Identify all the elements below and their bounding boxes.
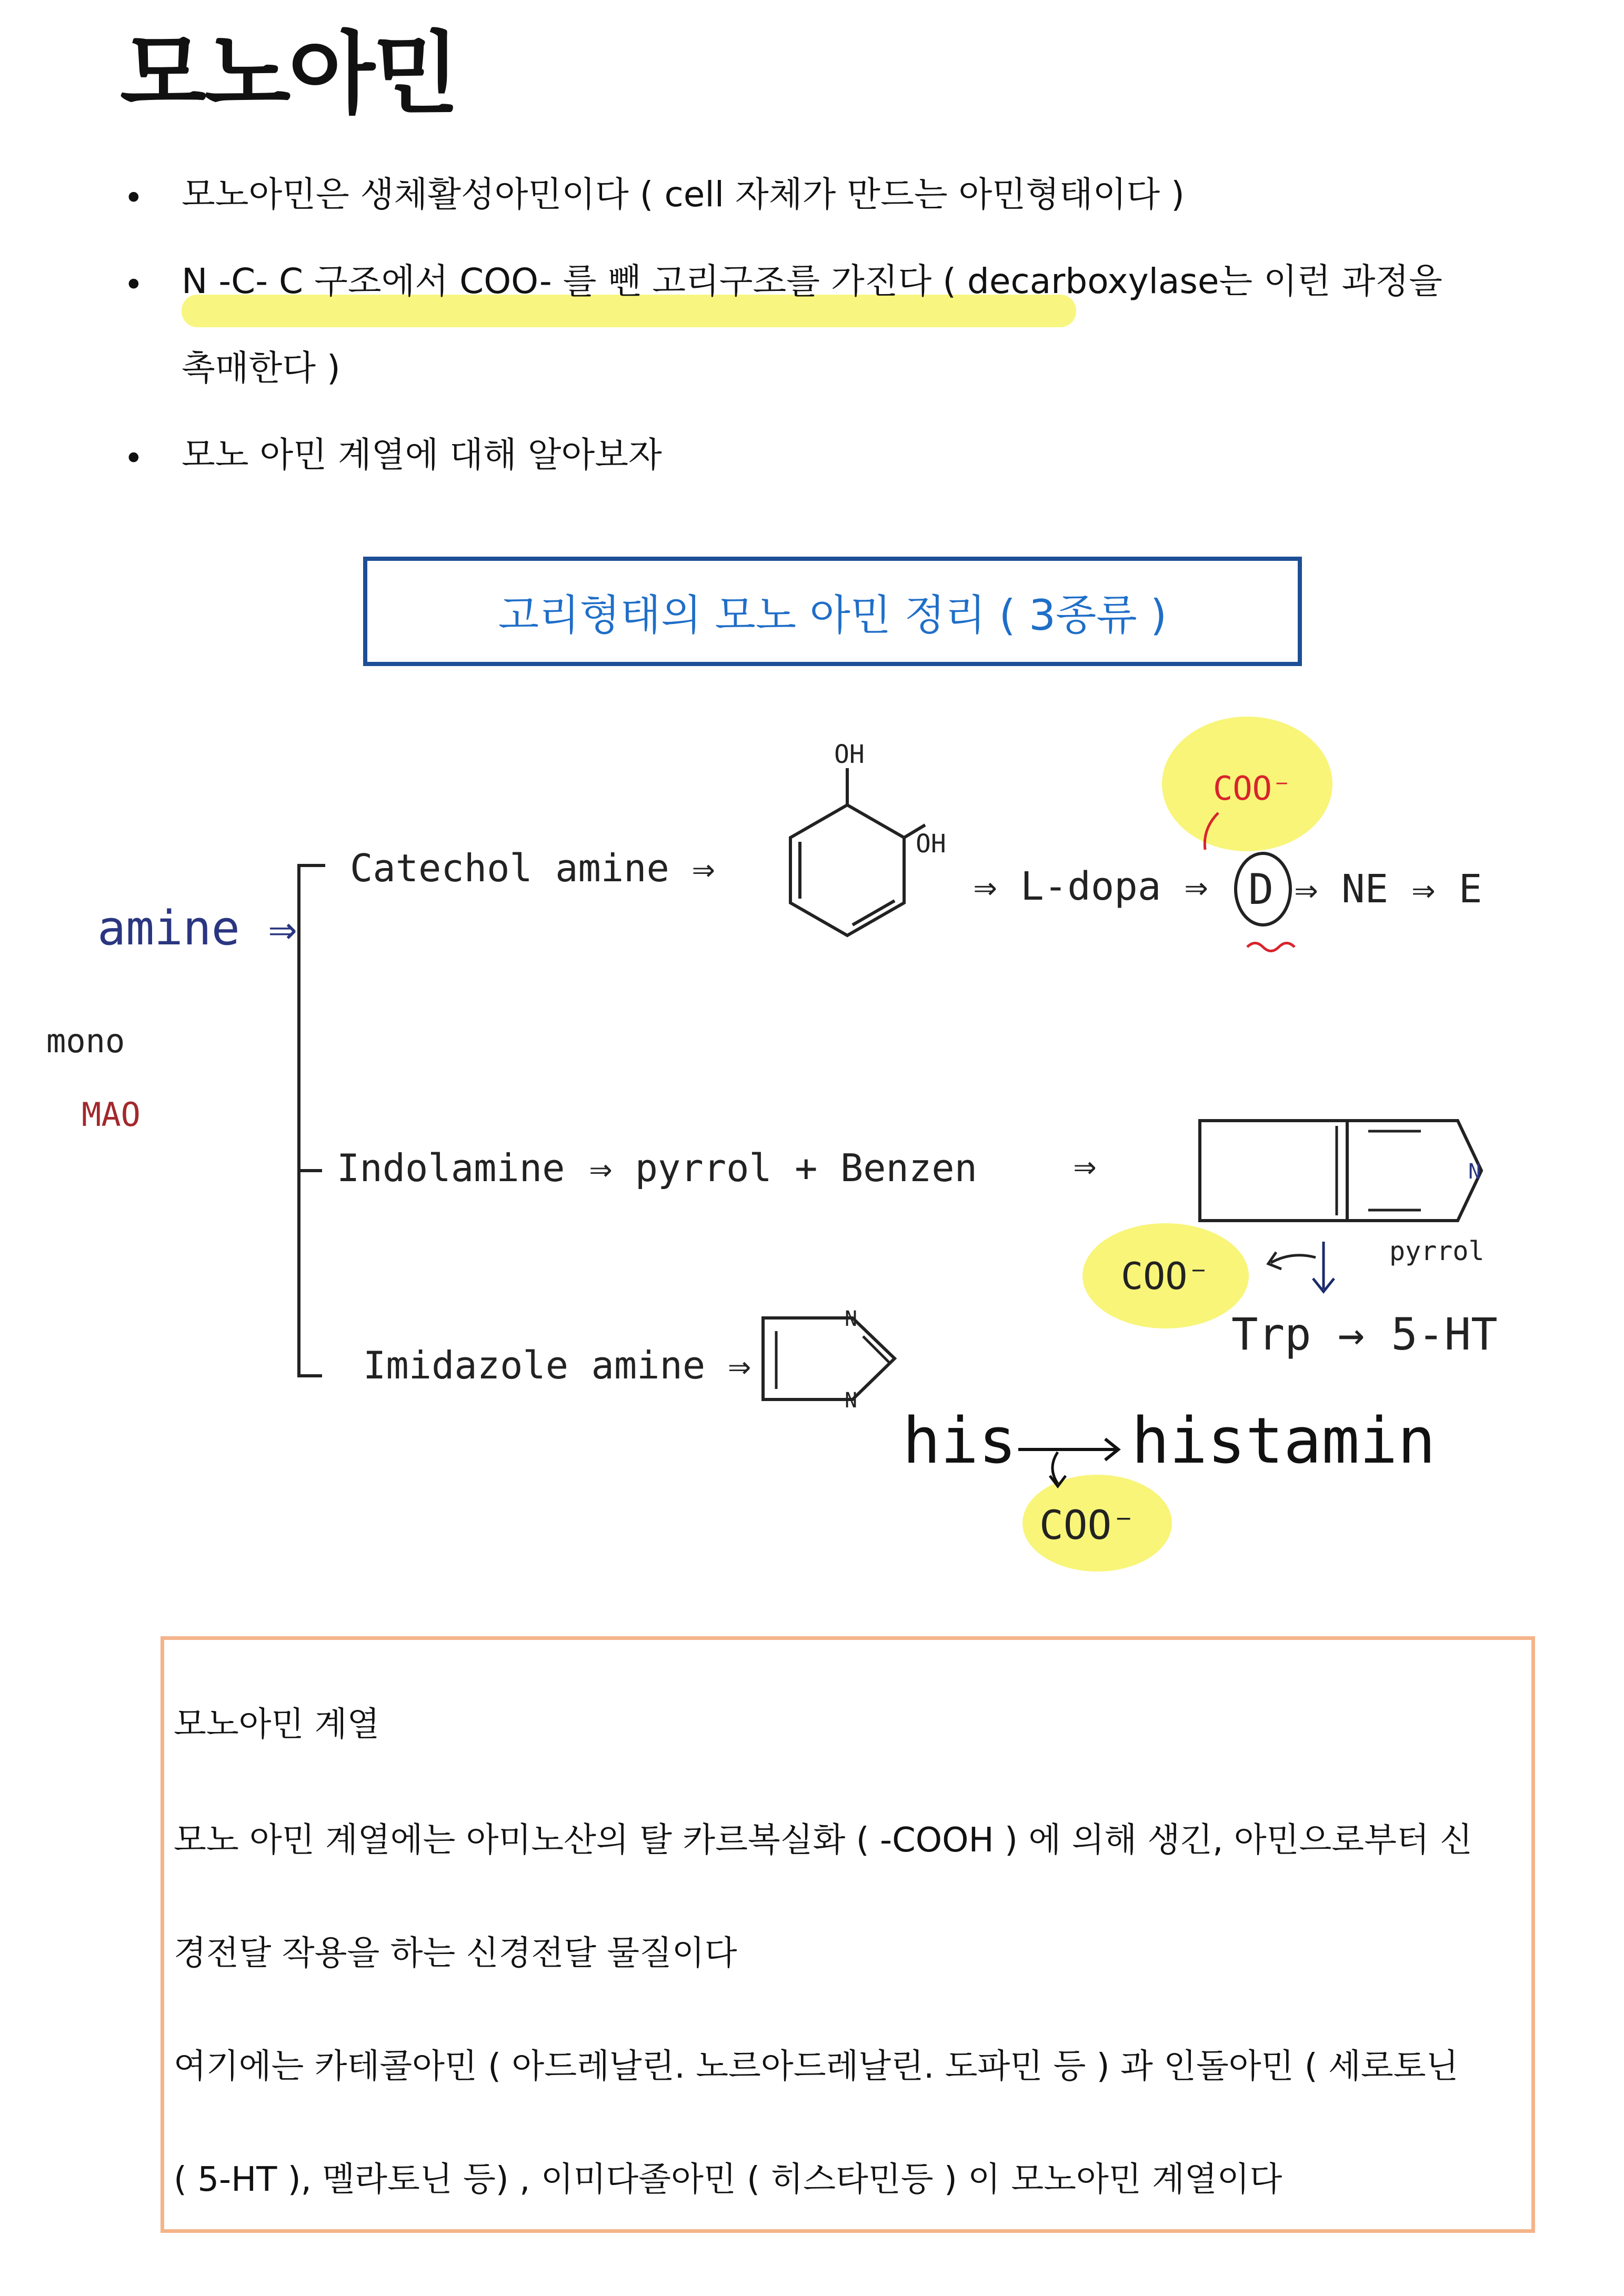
dopamine-letter: D <box>1248 865 1274 914</box>
red-underline <box>1247 943 1295 951</box>
coo-arrow <box>1268 1252 1316 1269</box>
n-atom: N <box>845 1388 858 1413</box>
definition-line: ( 5-HT ), 멜라토닌 등) , 이미다졸아민 ( 히스타민등 ) 이 모노아민 계열이다 <box>174 2160 1282 2199</box>
definition-line: 여기에는 카테콜아민 ( 아드레날린. 노르아드레날린. 도파민 등 ) 과 인돌아민 ( 세로토닌 <box>174 2047 1459 2086</box>
summary-box-text: 고리형태의 모노 아민 정리 ( 3종류 ) <box>498 590 1167 640</box>
coo-label: COO⁻ <box>1039 1502 1136 1548</box>
amine-label: amine ⇒ <box>97 901 297 956</box>
ne-e-label: ⇒ NE ⇒ E <box>1295 867 1482 912</box>
trp-arrow <box>1313 1242 1334 1292</box>
catechol-amine-label: Catechol amine ⇒ <box>350 846 715 890</box>
bullet-marker: • <box>124 266 144 305</box>
his-arrow <box>1018 1439 1118 1460</box>
indolamine-label: Indolamine <box>337 1146 565 1190</box>
bullet-2-text-cont: 촉매한다 ) <box>182 348 340 388</box>
histamin-label: histamin <box>1131 1405 1436 1478</box>
mao-label: MAO <box>82 1095 141 1134</box>
branch-bracket <box>299 865 325 1376</box>
bullet-marker: • <box>124 179 144 218</box>
indole-structure <box>1200 1121 1481 1221</box>
definition-line: 경전달 작용을 하는 신경전달 물질이다 <box>174 1934 737 1973</box>
n-atom: N <box>1468 1160 1481 1184</box>
bullet-1-text: 모노아민은 생체활성아민이다 ( cell 자체가 만드는 아민형태이다 ) <box>182 174 1185 215</box>
summary-box <box>363 557 1302 666</box>
pyrrol-label: pyrrol <box>1389 1236 1485 1266</box>
page-title: 모노아민 <box>120 22 457 126</box>
n-atom: N <box>845 1307 858 1331</box>
coo-label: COO⁻ <box>1121 1255 1210 1298</box>
monoamine-diagram <box>0 705 1624 1599</box>
pyrrol-benzen-label: ⇒ pyrrol + Benzen <box>589 1146 977 1190</box>
trp-5ht-label: Trp → 5-HT <box>1231 1308 1498 1360</box>
catechol-chain-label: ⇒ L-dopa ⇒ <box>974 864 1208 909</box>
oh-label: OH <box>916 829 946 859</box>
definition-line: 모노 아민 계열에는 아미노산의 탈 카르복실화 ( -COOH ) 에 의해 생긴, 아민으로부터 신 <box>174 1821 1472 1860</box>
his-label: his <box>903 1405 1017 1478</box>
definition-heading: 모노아민 계열 <box>174 1705 380 1744</box>
catechol-ring <box>790 740 946 935</box>
oh-label: OH <box>834 740 865 769</box>
imidazole-structure <box>763 1307 895 1413</box>
mono-label: mono <box>46 1022 125 1060</box>
bullet-marker: • <box>124 439 144 478</box>
bullet-3-text: 모노 아민 계열에 대해 알아보자 <box>182 435 662 475</box>
coo-label: COO⁻ <box>1213 769 1292 808</box>
imidazole-amine-label: Imidazole amine ⇒ <box>363 1343 751 1387</box>
bullet-2-text: N -C- C 구조에서 COO- 를 뺀 고리구조를 가진다 ( decarboxylase는 이런 과정을 <box>182 261 1442 301</box>
indol-arrow: ⇒ <box>1074 1143 1097 1187</box>
